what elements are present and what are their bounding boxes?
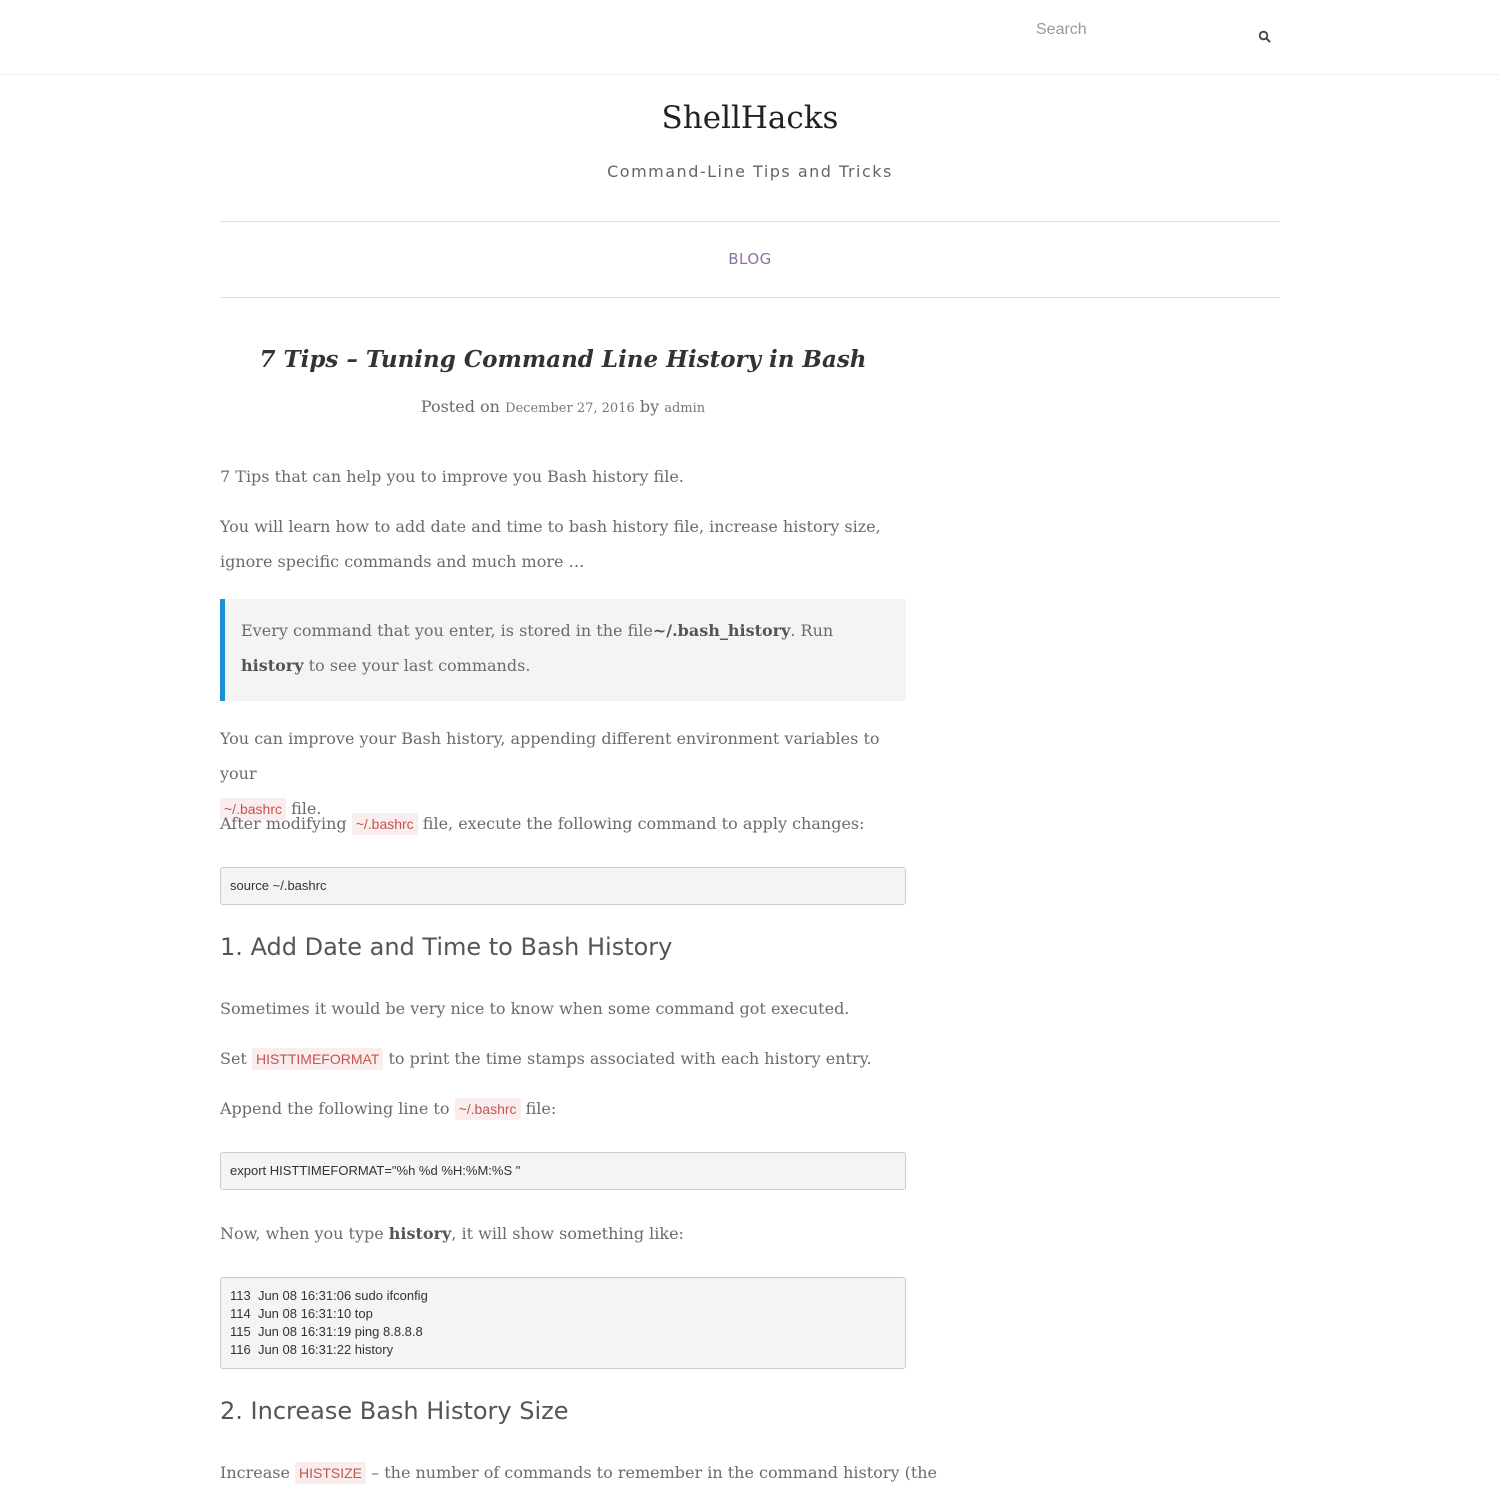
callout-text-3: to see your last commands.	[303, 656, 531, 675]
modify-text-after: file, execute the following command to apply changes:	[417, 814, 865, 833]
modify-paragraph	[220, 806, 906, 842]
increase-text-after: – the number of commands to remember in the command history (the	[366, 1463, 938, 1482]
history-line: 116 Jun 08 16:31:22 history	[230, 1342, 394, 1357]
intro-paragraph-2: You will learn how to add date and time to bash history file, increase history size, ignore specific commands and much more …	[220, 517, 881, 571]
inline-code-histsize: HISTSIZE	[295, 1462, 366, 1484]
history-line: 114 Jun 08 16:31:10 top	[230, 1306, 373, 1321]
nav-item-blog[interactable]: BLOG	[728, 250, 772, 268]
now-text-after: , it will show something like:	[451, 1224, 684, 1243]
post-meta	[220, 397, 906, 416]
intro-paragraph-1: 7 Tips that can help you to improve you Bash history file.	[220, 467, 684, 486]
increase-text: Increase	[220, 1463, 296, 1482]
set-paragraph	[220, 1041, 906, 1077]
increase-paragraph	[220, 1455, 938, 1491]
post-date[interactable]: December 27, 2016	[505, 401, 635, 416]
post-author[interactable]: admin	[664, 401, 706, 416]
sometimes-paragraph: Sometimes it would be very nice to know when some command got executed.	[220, 999, 850, 1018]
append-paragraph	[220, 1091, 906, 1127]
code-block-source: source ~/.bashrc	[220, 867, 906, 905]
improve-text-after: file.	[285, 799, 322, 818]
callout-text-1: Every command that you enter, is stored in the file	[241, 621, 653, 640]
callout-cmd: history	[241, 656, 304, 675]
append-text-after: file:	[520, 1099, 557, 1118]
inline-code-bashrc: ~/.bashrc	[352, 813, 418, 835]
history-line: 115 Jun 08 16:31:19 ping 8.8.8.8	[230, 1324, 423, 1339]
inline-code-bashrc: ~/.bashrc	[455, 1098, 521, 1120]
search-icon[interactable]	[1258, 29, 1274, 45]
modify-text: After modifying	[220, 814, 352, 833]
post-title: 7 Tips – Tuning Command Line History in Bash	[259, 346, 867, 373]
inline-code-bashrc: ~/.bashrc	[220, 798, 286, 820]
now-paragraph	[220, 1216, 906, 1251]
code-block-export: export HISTTIMEFORMAT="%h %d %H:%M:%S "	[220, 1152, 906, 1190]
section-heading-history-size: 2. Increase Bash History Size	[220, 1397, 569, 1425]
inline-code-histtimeformat: HISTTIMEFORMAT	[252, 1048, 383, 1070]
site-tagline: Command-Line Tips and Tricks	[607, 162, 893, 181]
info-callout	[220, 599, 906, 701]
append-text: Append the following line to	[220, 1099, 455, 1118]
top-bar	[0, 0, 1500, 75]
posted-on-label: Posted on	[420, 397, 500, 416]
callout-text-2: . Run	[790, 621, 834, 640]
by-label: by	[639, 397, 660, 416]
improve-text: You can improve your Bash history, appending different environment variables to your	[220, 729, 880, 783]
set-text: Set	[220, 1049, 252, 1068]
site-title[interactable]: ShellHacks	[661, 100, 839, 136]
history-line: 113 Jun 08 16:31:06 sudo ifconfig	[230, 1288, 428, 1303]
now-text: Now, when you type	[220, 1224, 389, 1243]
section-heading-date-time: 1. Add Date and Time to Bash History	[220, 933, 673, 961]
code-block-history-output	[220, 1277, 906, 1369]
main-nav	[220, 221, 1280, 298]
callout-file: ~/.bash_history	[652, 621, 791, 640]
now-cmd: history	[388, 1224, 452, 1243]
set-text-after: to print the time stamps associated with each history entry.	[383, 1049, 872, 1068]
search-input[interactable]	[1026, 14, 1246, 46]
